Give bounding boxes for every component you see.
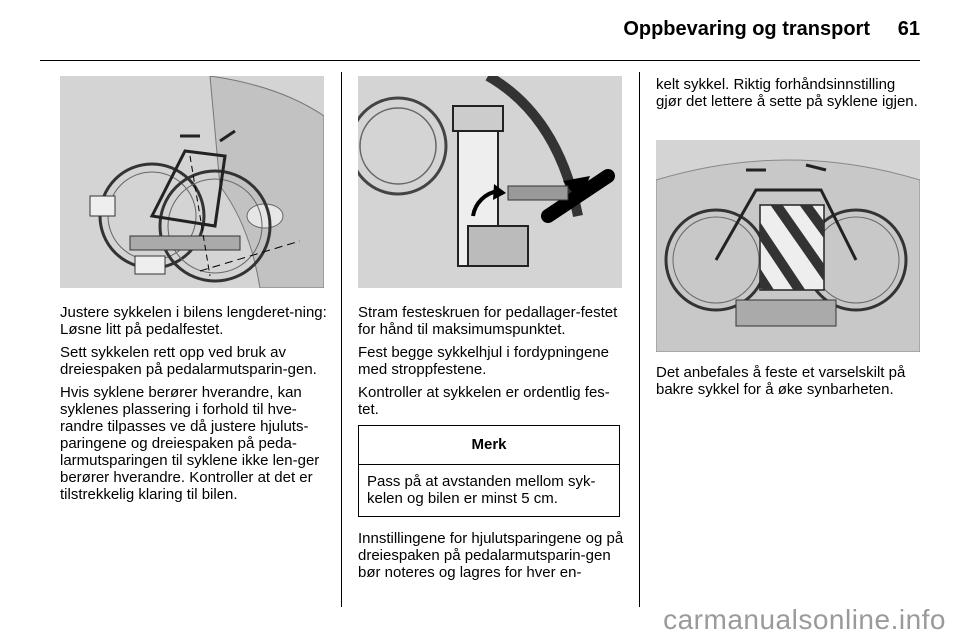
paragraph: kelt sykkel. Riktig forhåndsinnstilling gjør det lettere å sette på syklene igjen. bbox=[656, 76, 918, 110]
paragraph: Innstillingene for hjulutsparingene og på dreiespaken på pedalarmutsparin-gen bør noteres og lagres for hver en- bbox=[358, 530, 624, 581]
column-3-text bbox=[656, 76, 924, 116]
figure-pedal-clamp bbox=[358, 76, 622, 288]
note-text: Pass på at avstanden mellom syk-kelen og bilen er minst 5 cm. bbox=[367, 473, 596, 507]
paragraph: Stram festeskruen for pedallager-festet for hånd til maksimumspunktet. bbox=[358, 304, 618, 338]
figure-warning-sign bbox=[656, 140, 920, 352]
figure-bike-carrier-side bbox=[60, 76, 324, 288]
paragraph: Kontroller at sykkelen er ordentlig fes-tet. bbox=[358, 384, 610, 418]
column-3-text-lower bbox=[656, 364, 924, 404]
note-box bbox=[358, 425, 620, 517]
note-title: Merk bbox=[359, 426, 619, 465]
warning-sign-illustration bbox=[656, 140, 920, 352]
paragraph: Det anbefales å feste et varselskilt på bakre sykkel for å øke synbarheten. bbox=[656, 364, 906, 398]
paragraph: Fest begge sykkelhjul i fordypningene med stroppfestene. bbox=[358, 344, 609, 378]
watermark: carmanualsonline.info bbox=[663, 604, 946, 635]
column-2-text bbox=[358, 304, 626, 424]
page-number: 61 bbox=[897, 18, 920, 40]
page-header-title: Oppbevaring og transport bbox=[623, 18, 870, 40]
column-divider bbox=[639, 72, 640, 607]
pedal-clamp-illustration bbox=[358, 76, 622, 288]
column-2-text-continued bbox=[358, 530, 626, 587]
column-divider bbox=[341, 72, 342, 607]
paragraph: Sett sykkelen rett opp ved bruk av dreiespaken på pedalarmutsparin-gen. bbox=[60, 344, 317, 378]
column-1-text bbox=[60, 304, 330, 509]
bike-carrier-illustration bbox=[60, 76, 324, 288]
header-rule bbox=[40, 60, 920, 61]
paragraph: Hvis syklene berører hverandre, kan syklenes plassering i forhold til hve-randre tilpasses ve då justere hjuluts-paringene og dreiespaken på peda-larmutsparingen til syklene ikke len-ger berører hverandre. Kontroller at det er tilstrekkelig klaring til bilen. bbox=[60, 384, 320, 503]
paragraph: Justere sykkelen i bilens lengderet-ning: Løsne litt på pedalfestet. bbox=[60, 304, 327, 338]
